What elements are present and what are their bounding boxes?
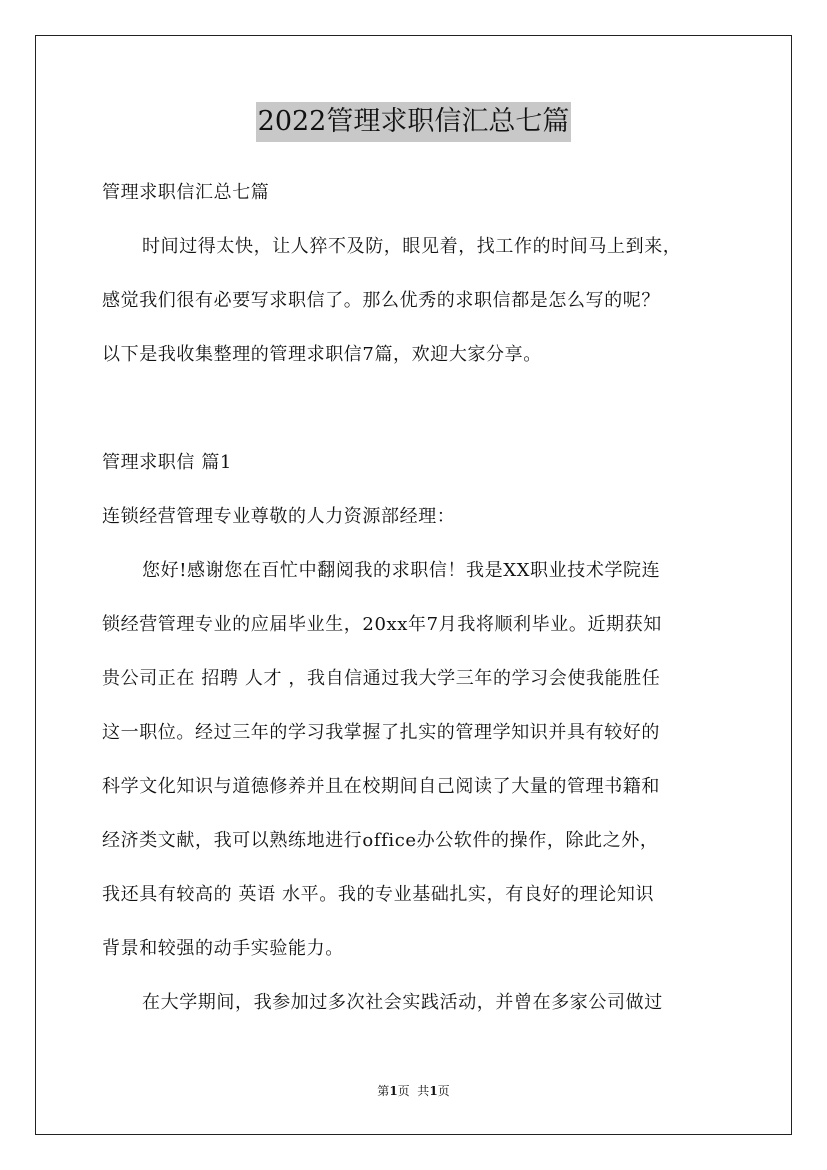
paragraph-line: 背景和较强的动手实验能力。	[102, 938, 344, 959]
section-heading: 管理求职信 篇1	[102, 452, 232, 473]
paragraph-line: 时间过得太快，让人猝不及防，眼见着，找工作的时间马上到来，	[142, 236, 682, 257]
footer-suffix: 页	[437, 1084, 450, 1098]
paragraph-line: 科学文化知识与道德修养并且在校期间自己阅读了大量的管理书籍和	[102, 776, 660, 797]
paragraph-line: 锁经营管理专业的应届毕业生，20xx年7月我将顺利毕业。近期获知	[102, 614, 662, 635]
paragraph-line: 这一职位。经过三年的学习我掌握了扎实的管理学知识并具有较好的	[102, 722, 660, 743]
paragraph-line: 感觉我们很有必要写求职信了。那么优秀的求职信都是怎么写的呢？	[102, 290, 660, 311]
footer-mid: 页 共	[397, 1084, 430, 1098]
footer-prefix: 第	[377, 1084, 390, 1098]
footer-total-pages: 1	[429, 1084, 438, 1098]
paragraph-line: 贵公司正在 招聘 人才 ，我自信通过我大学三年的学习会使我能胜任	[102, 668, 661, 689]
title-wrapper	[0, 102, 827, 142]
paragraph-line: 经济类文献，我可以熟练地进行office办公软件的操作，除此之外，	[102, 830, 659, 851]
salutation-line: 连锁经营管理专业尊敬的人力资源部经理：	[102, 506, 456, 527]
footer-current-page: 1	[389, 1084, 398, 1098]
paragraph-line: 您好!感谢您在百忙中翻阅我的求职信！我是XX职业技术学院连	[142, 560, 661, 581]
paragraph-line: 以下是我收集整理的管理求职信7篇，欢迎大家分享。	[102, 344, 542, 365]
subtitle-line: 管理求职信汇总七篇	[102, 182, 270, 203]
paragraph-line: 在大学期间，我参加过多次社会实践活动，并曾在多家公司做过	[142, 992, 663, 1013]
paragraph-line: 我还具有较高的 英语 水平。我的专业基础扎实，有良好的理论知识	[102, 884, 655, 905]
page-footer	[0, 1083, 827, 1099]
document-title: 2022管理求职信汇总七篇	[256, 102, 572, 142]
